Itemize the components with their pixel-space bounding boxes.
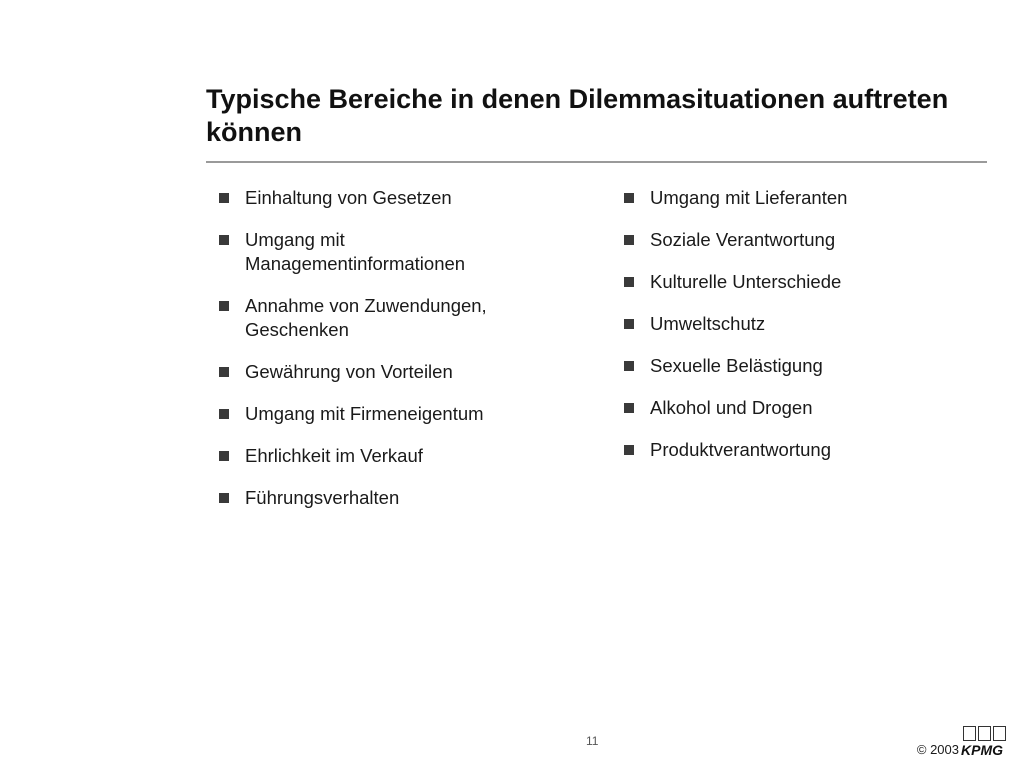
- square-bullet-icon: [219, 235, 229, 245]
- square-bullet-icon: [219, 193, 229, 203]
- square-bullet-icon: [624, 193, 634, 203]
- square-bullet-icon: [624, 277, 634, 287]
- left-bullet-list: [218, 186, 548, 528]
- list-item-text: Umgang mit Firmeneigentum: [245, 403, 484, 424]
- title-divider: [206, 161, 987, 163]
- list-item-text: Alkohol und Drogen: [650, 397, 813, 418]
- kpmg-logo-boxes-icon: [963, 726, 1008, 741]
- slide-title: Typische Bereiche in denen Dilemmasituationen auftreten können: [206, 84, 949, 147]
- copyright-text: © 2003: [916, 742, 959, 757]
- square-bullet-icon: [219, 451, 229, 461]
- copyright-footer: [917, 726, 1012, 758]
- list-item: [623, 354, 953, 378]
- list-item: [218, 360, 548, 384]
- list-item: [218, 294, 548, 342]
- square-bullet-icon: [624, 319, 634, 329]
- list-item-text: Einhaltung von Gesetzen: [245, 187, 452, 208]
- list-item: [218, 402, 548, 426]
- list-item-text: Soziale Verantwortung: [650, 229, 836, 250]
- kpmg-logo-text: KPMG: [961, 742, 1003, 758]
- square-bullet-icon: [624, 361, 634, 371]
- list-item: [623, 228, 953, 252]
- list-item: [623, 270, 953, 294]
- list-item-text: Umgang mit Managementinformationen: [245, 229, 466, 274]
- list-item-text: Führungsverhalten: [245, 487, 400, 508]
- square-bullet-icon: [624, 403, 634, 413]
- list-item: [218, 444, 548, 468]
- kpmg-logo: [961, 726, 1012, 758]
- list-item-text: Gewährung von Vorteilen: [245, 361, 453, 382]
- square-bullet-icon: [219, 301, 229, 311]
- list-item: [623, 312, 953, 336]
- list-item: [218, 486, 548, 510]
- list-item: [218, 186, 548, 210]
- list-item-text: Annahme von Zuwendungen, Geschenken: [245, 295, 487, 340]
- list-item-text: Produktverantwortung: [650, 439, 831, 460]
- square-bullet-icon: [624, 235, 634, 245]
- list-item-text: Sexuelle Belästigung: [650, 355, 823, 376]
- square-bullet-icon: [219, 367, 229, 377]
- square-bullet-icon: [219, 493, 229, 503]
- list-item: [623, 438, 953, 462]
- list-item: [623, 186, 953, 210]
- list-item-text: Ehrlichkeit im Verkauf: [245, 445, 423, 466]
- page-number: 11: [586, 734, 599, 748]
- right-bullet-list: [623, 186, 953, 480]
- list-item-text: Kulturelle Unterschiede: [650, 271, 842, 292]
- square-bullet-icon: [219, 409, 229, 419]
- list-item: [623, 396, 953, 420]
- list-item: [218, 228, 548, 276]
- list-item-text: Umgang mit Lieferanten: [650, 187, 848, 208]
- square-bullet-icon: [624, 445, 634, 455]
- list-item-text: Umweltschutz: [650, 313, 766, 334]
